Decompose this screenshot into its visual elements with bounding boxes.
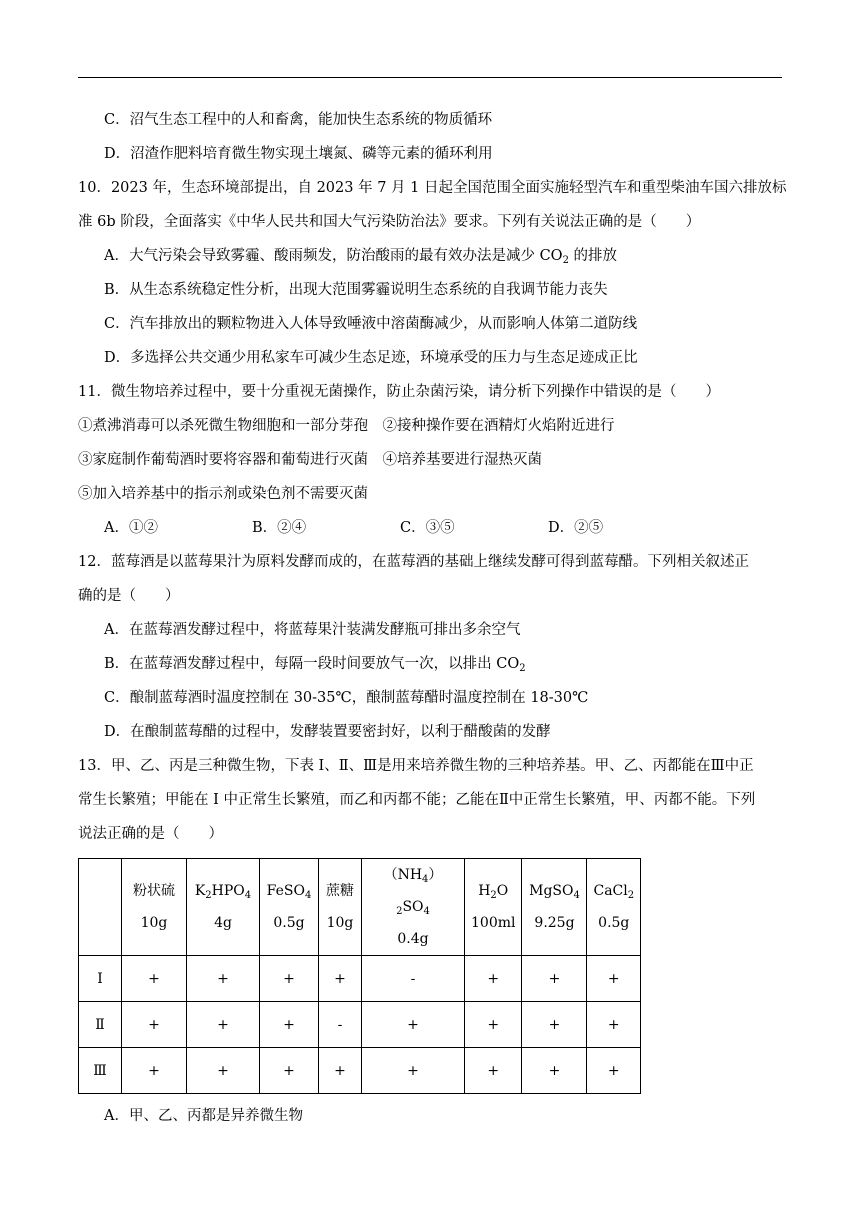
q10-stem-line2: 准 6b 阶段，全面落实《中华人民共和国大气污染防治法》要求。下列有关说法正确的是（ ） bbox=[78, 214, 701, 230]
q13-stem-line2: 常生长繁殖；甲能在 I 中正常生长繁殖，而乙和丙都不能；乙能在Ⅱ中正常生长繁殖，甲、丙都不能。下列 bbox=[78, 792, 756, 808]
table-cell: + bbox=[319, 956, 362, 1002]
q11-option-d: D．②⑤ bbox=[548, 520, 604, 536]
table-cell: + bbox=[522, 1002, 587, 1048]
q12-option-c: C．酿制蓝莓酒时温度控制在 30-35℃，酿制蓝莓醋时温度控制在 18-30℃ bbox=[104, 690, 589, 706]
q13-stem-line3: 说法正确的是（ ） bbox=[78, 826, 223, 842]
q11-items-1: ①煮沸消毒可以杀死微生物细胞和一部分芽孢 ②接种操作要在酒精灯火焰附近进行 bbox=[78, 418, 615, 434]
q11-options bbox=[78, 514, 784, 548]
table-cell: - bbox=[319, 1002, 362, 1048]
exam-page bbox=[78, 106, 787, 1136]
q11-stem: 11．微生物培养过程中，要十分重视无菌操作，防止杂菌污染，请分析下列操作中错误的是（ ） bbox=[78, 384, 720, 400]
table-cell: + bbox=[122, 956, 187, 1002]
table-cell: + bbox=[587, 956, 641, 1002]
q12-stem-line2: 确的是（ ） bbox=[78, 588, 180, 604]
table-cell: + bbox=[319, 1048, 362, 1094]
table-cell: + bbox=[260, 956, 319, 1002]
table-cell: + bbox=[187, 956, 260, 1002]
table-header-cell: 蔗糖 10g bbox=[319, 859, 362, 956]
table-cell: + bbox=[465, 956, 522, 1002]
header-rule bbox=[78, 77, 782, 78]
table-cell: + bbox=[122, 1002, 187, 1048]
table-header-cell: $(NH_4)_2SO_4$ 0.4g bbox=[362, 859, 465, 956]
table-cell: + bbox=[362, 1002, 465, 1048]
culture-media-table bbox=[78, 858, 641, 1094]
table-cell: + bbox=[260, 1048, 319, 1094]
table-cell: + bbox=[122, 1048, 187, 1094]
row-label: Ⅲ bbox=[79, 1048, 122, 1094]
table-corner-cell bbox=[79, 859, 122, 956]
q11-option-c: C．③⑤ bbox=[400, 520, 455, 536]
table-header-cell: $K_2HPO_4$ 4g bbox=[187, 859, 260, 956]
table-header-cell: 粉状硫 10g bbox=[122, 859, 187, 956]
q10-option-a: A．大气污染会导致雾霾、酸雨频发，防治酸雨的最有效办法是减少 $CO_2$ 的排放 bbox=[104, 248, 618, 266]
q9-option-c: C．沼气生态工程中的人和畜禽，能加快生态系统的物质循环 bbox=[104, 112, 493, 128]
table-row bbox=[79, 1002, 641, 1048]
table-cell: + bbox=[587, 1048, 641, 1094]
q12-option-a: A．在蓝莓酒发酵过程中，将蓝莓果汁装满发酵瓶可排出多余空气 bbox=[104, 622, 521, 638]
q13-stem-line1: 13．甲、乙、丙是三种微生物，下表 I、Ⅱ、Ⅲ是用来培养微生物的三种培养基。甲、乙、丙都能在Ⅲ中正 bbox=[78, 758, 754, 774]
q9-option-d: D．沼渣作肥料培育微生物实现土壤氮、磷等元素的循环利用 bbox=[104, 146, 493, 162]
q11-items-3: ⑤加入培养基中的指示剂或染色剂不需要灭菌 bbox=[78, 486, 368, 502]
table-cell: + bbox=[465, 1048, 522, 1094]
q11-items-2: ③家庭制作葡萄酒时要将容器和葡萄进行灭菌 ④培养基要进行湿热灭菌 bbox=[78, 452, 542, 468]
q13-option-a: A．甲、乙、丙都是异养微生物 bbox=[104, 1108, 303, 1124]
table-cell: + bbox=[465, 1002, 522, 1048]
table-cell: + bbox=[260, 1002, 319, 1048]
table-cell: + bbox=[587, 1002, 641, 1048]
table-header-row bbox=[79, 859, 641, 956]
q10-stem-line1: 10．2023 年，生态环境部提出，自 2023 年 7 月 1 日起全国范围全面实施轻型汽车和重型柴油车国六排放标 bbox=[78, 180, 787, 196]
table-cell: + bbox=[522, 1048, 587, 1094]
q10-option-c: C．汽车排放出的颗粒物进入人体导致唾液中溶菌酶减少，从而影响人体第二道防线 bbox=[104, 316, 638, 332]
q11-option-b: B．②④ bbox=[252, 520, 307, 536]
table-cell: - bbox=[362, 956, 465, 1002]
q12-option-b: B．在蓝莓酒发酵过程中，每隔一段时间要放气一次，以排出 $CO_2$ bbox=[104, 656, 526, 674]
table-header-cell: $H_2O$ 100ml bbox=[465, 859, 522, 956]
table-row bbox=[79, 1048, 641, 1094]
table-header-cell: FeSO$_4$ 0.5g bbox=[260, 859, 319, 956]
q12-option-d: D．在酿制蓝莓醋的过程中，发酵装置要密封好，以利于醋酸菌的发酵 bbox=[104, 724, 551, 740]
table-cell: + bbox=[522, 956, 587, 1002]
table-cell: + bbox=[187, 1048, 260, 1094]
table-header-cell: CaCl$_2$ 0.5g bbox=[587, 859, 641, 956]
table-cell: + bbox=[362, 1048, 465, 1094]
q10-option-b: B．从生态系统稳定性分析，出现大范围雾霾说明生态系统的自我调节能力丧失 bbox=[104, 282, 608, 298]
table-header-cell: MgSO$_4$ 9.25g bbox=[522, 859, 587, 956]
row-label: Ⅱ bbox=[79, 1002, 122, 1048]
q10-option-d: D．多选择公共交通少用私家车可减少生态足迹，环境承受的压力与生态足迹成正比 bbox=[104, 350, 638, 366]
table-row bbox=[79, 956, 641, 1002]
q11-option-a: A．①② bbox=[104, 520, 158, 536]
row-label: I bbox=[79, 956, 122, 1002]
q12-stem-line1: 12．蓝莓酒是以蓝莓果汁为原料发酵而成的，在蓝莓酒的基础上继续发酵可得到蓝莓醋。下列相关叙述正 bbox=[78, 554, 749, 570]
table-cell: + bbox=[187, 1002, 260, 1048]
